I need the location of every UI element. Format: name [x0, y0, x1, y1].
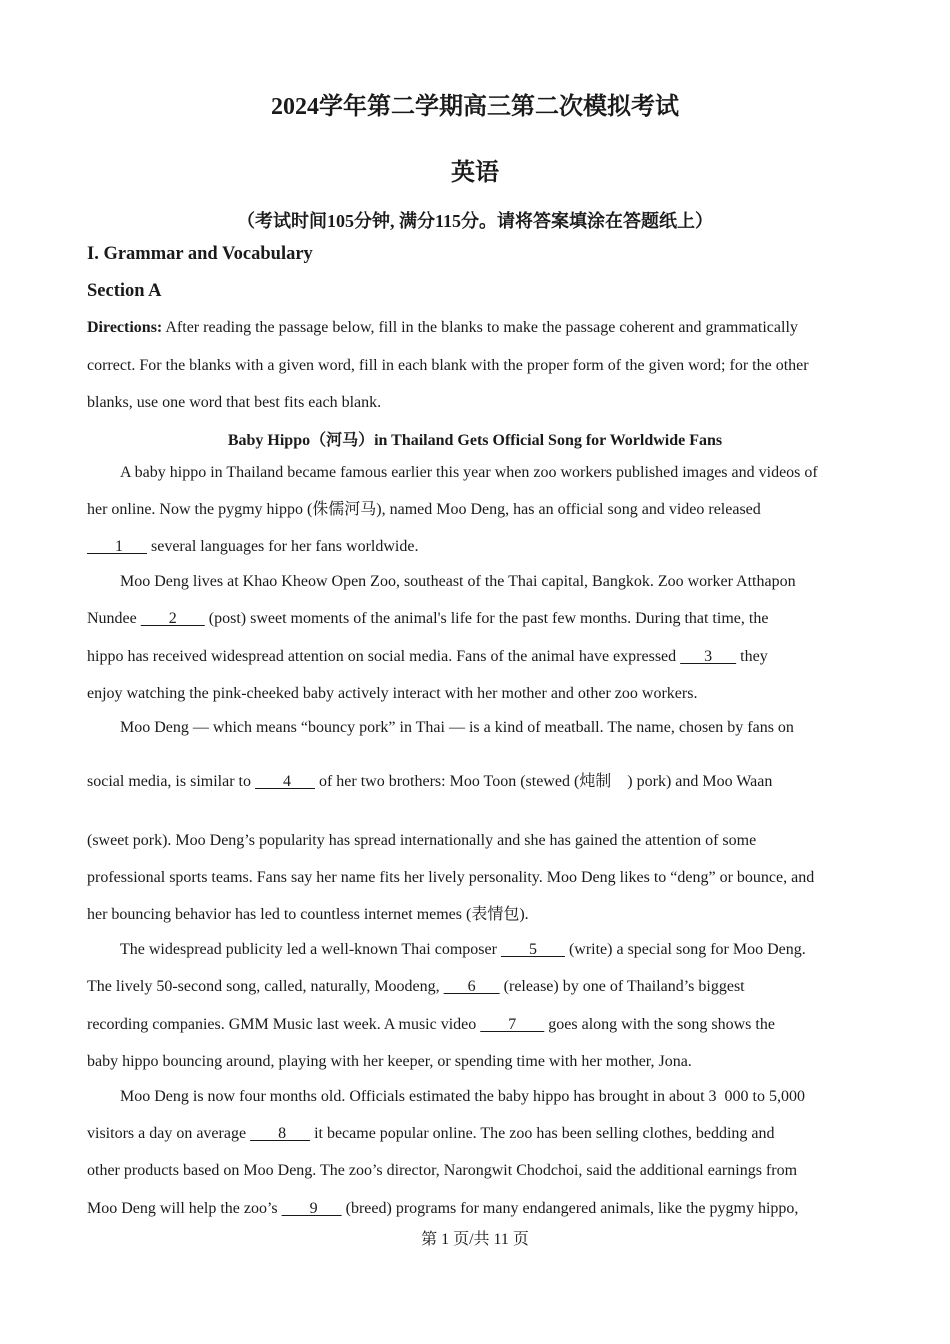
passage-text: they — [736, 648, 768, 665]
passage-text: hippo has received widespread attention on social media. Fans of the animal have expressed — [87, 648, 681, 665]
blank-7[interactable]: 7 — [480, 1016, 545, 1033]
passage-title: Baby Hippo（河马）in Thailand Gets Official Song for Worldwide Fans — [227, 432, 723, 449]
passage-text: recording companies. GMM Music last week. A music video — [87, 1016, 481, 1033]
passage-line — [87, 1015, 775, 1035]
passage-text: several languages for her fans worldwide. — [147, 538, 419, 555]
passage-line: A baby hippo in Thailand became famous earlier this year when zoo workers published images and videos of — [120, 464, 818, 481]
passage-text: social media, is similar to — [87, 773, 255, 790]
passage-line: her online. Now the pygmy hippo (侏儒河马), named Moo Deng, has an official song and video released — [87, 501, 761, 518]
directions-line: correct. For the blanks with a given word, fill in each blank with the proper form of the given word; for the other — [87, 357, 809, 374]
passage-line — [87, 977, 745, 997]
passage-line — [87, 537, 418, 557]
blank-3[interactable]: 3 — [680, 648, 737, 665]
subject-title: 英语 — [451, 160, 499, 186]
passage-line — [87, 1124, 775, 1144]
page-footer: 第 1 页/共 11 页 — [421, 1231, 529, 1248]
passage-text: goes along with the song shows the — [544, 1016, 775, 1033]
blank-2[interactable]: 2 — [140, 610, 205, 627]
blank-8[interactable]: 8 — [250, 1125, 311, 1142]
passage-text: (release) by one of Thailand’s biggest — [499, 978, 745, 995]
passage-text: (write) a special song for Moo Deng. — [564, 941, 806, 958]
directions-line: blanks, use one word that best fits each blank. — [87, 394, 382, 411]
blank-5[interactable]: 5 — [500, 941, 565, 958]
passage-line: Moo Deng lives at Khao Kheow Open Zoo, southeast of the Thai capital, Bangkok. Zoo worker Atthapon — [120, 573, 796, 590]
exam-note: （考试时间105分钟, 满分115分。请将答案填涂在答题纸上） — [236, 211, 713, 231]
passage-text: it became popular online. The zoo has been selling clothes, bedding and — [310, 1125, 775, 1142]
passage-text: The widespread publicity led a well-known Thai composer — [120, 941, 501, 958]
blank-9[interactable]: 9 — [281, 1200, 342, 1217]
section-subheading: Section A — [87, 281, 162, 301]
blank-6[interactable]: 6 — [443, 978, 500, 995]
passage-text: Moo Deng will help the zoo’s — [87, 1200, 282, 1217]
blank-1[interactable]: 1 — [87, 538, 147, 555]
passage-line — [87, 772, 772, 792]
directions-label: Directions: — [87, 319, 163, 336]
passage-line: baby hippo bouncing around, playing with her keeper, or spending time with her mother, Jona. — [87, 1053, 692, 1070]
directions-line — [87, 318, 798, 338]
passage-line: other products based on Moo Deng. The zoo’s director, Narongwit Chodchoi, said the additional earnings from — [87, 1162, 798, 1179]
passage-line: Moo Deng — which means “bouncy pork” in Thai — is a kind of meatball. The name, chosen by fans on — [120, 719, 794, 736]
passage-text: visitors a day on average — [87, 1125, 251, 1142]
section-heading: I. Grammar and Vocabulary — [87, 244, 313, 264]
passage-text: Nundee — [87, 610, 141, 627]
passage-text: of her two brothers: Moo Toon (stewed (炖制 ) pork) and Moo Waan — [314, 773, 773, 790]
passage-line: enjoy watching the pink-cheeked baby actively interact with her mother and other zoo workers. — [87, 685, 698, 702]
directions-text: After reading the passage below, fill in the blanks to make the passage coherent and grammatically — [162, 319, 798, 336]
passage-line — [87, 1199, 798, 1219]
passage-line: professional sports teams. Fans say her name fits her lively personality. Moo Deng likes to “deng” or bounce, and — [87, 869, 815, 886]
blank-4[interactable]: 4 — [254, 773, 315, 790]
passage-text: The lively 50-second song, called, naturally, Moodeng, — [87, 978, 444, 995]
passage-line: Moo Deng is now four months old. Officials estimated the baby hippo has brought in about 3 000 to 5,000 — [120, 1088, 805, 1105]
passage-text: (post) sweet moments of the animal's life for the past few months. During that time, the — [204, 610, 769, 627]
passage-line — [87, 609, 768, 629]
exam-title: 2024学年第二学期高三第二次模拟考试 — [271, 94, 679, 120]
passage-text: (breed) programs for many endangered animals, like the pygmy hippo, — [341, 1200, 799, 1217]
passage-line: (sweet pork). Moo Deng’s popularity has spread internationally and she has gained the attention of some — [87, 832, 757, 849]
passage-line — [87, 647, 768, 667]
passage-line — [120, 940, 806, 960]
passage-line: her bouncing behavior has led to countless internet memes (表情包). — [87, 906, 529, 923]
